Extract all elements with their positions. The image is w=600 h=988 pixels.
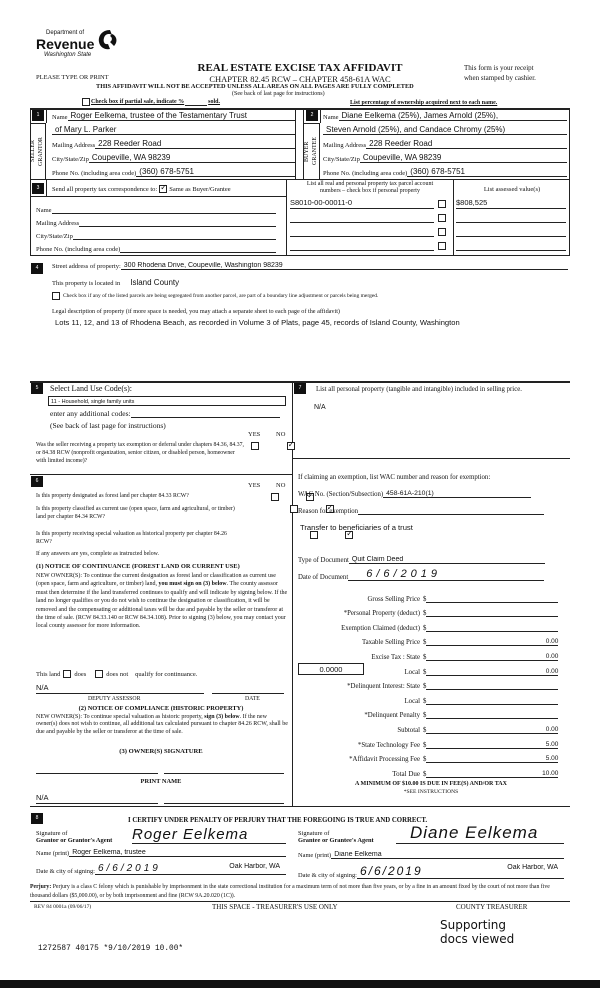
parcel-header: List all real and personal property tax parcel account numbers – check box if personal property [306, 181, 434, 194]
doc-date-field[interactable]: 6/6/2019 [348, 568, 544, 581]
seller-name-field[interactable]: Roger Eelkema, trustee of the Testamentary Trust [68, 111, 296, 121]
historical-no-checkbox[interactable] [345, 531, 353, 539]
warning-text: THIS AFFIDAVIT WILL NOT BE ACCEPTED UNLESS ALL AREAS ON ALL PAGES ARE FULLY COMPLETED [96, 83, 414, 90]
parcel-account-field[interactable] [290, 226, 434, 237]
grantor-name-field[interactable]: Roger Eelkema, trustee [69, 849, 286, 857]
deputy-assessor-label: DEPUTY ASSESSOR [88, 696, 141, 702]
continuance-body: NEW OWNER(S): To continue the current designation as forest land or classification as current use (open space, farm and agriculture, or timber) land, you must sign on (3) below. The county assessor must then determine if the land transferred continues to qualify and will indicate by signing below. If the land no longer qualifies or you do not wish to continue the designation or classification, it will be removed and the compensating or additional taxes will be due and payable by the seller or transferor at the time of sale. (RCW 84.33.140 or RCW 84.34.108). Prior to signing (3) below, you may contact your local county assessor for more information. [36, 573, 288, 630]
partial-sale-checkbox[interactable] [82, 98, 90, 106]
parcel-personal-checkbox[interactable] [438, 228, 446, 236]
seller-address-field[interactable]: 228 Reeder Road [95, 139, 296, 149]
tax-row: Subtotal $ 0.00 [397, 725, 559, 734]
partial-sale-row [82, 98, 220, 106]
grantee-sig-label: Signature of Grantee or Grantee's Agent [298, 830, 374, 844]
tax-row: *Delinquent Penalty $ [298, 705, 568, 720]
doc-date-label: Date of Document [298, 574, 349, 581]
historical-question: Is this property receiving special valuation as historical property per chapter 84.26 RCW? [36, 531, 227, 545]
corr-address-label: Mailing Address [36, 220, 80, 227]
grantor-date-label: Date & city of signing: [36, 868, 95, 875]
yes-header-6: YES [248, 482, 261, 489]
affidavit-processing-fee-field[interactable]: 5.00 [426, 755, 558, 763]
buyer-city-label: City/State/Zip [323, 156, 360, 163]
section-6-badge: 6 [31, 476, 43, 487]
ownership-note: List percentage of ownership acquired next to each name. [350, 100, 498, 106]
excise-tax-local-field[interactable]: 0.00 [426, 668, 558, 676]
form-subtitle: CHAPTER 82.45 RCW – CHAPTER 458-61A WAC [209, 74, 391, 84]
wac-label: WAC No. (Section/Subsection) [298, 491, 384, 498]
parcel-personal-checkbox[interactable] [438, 242, 446, 250]
seller-address-label: Mailing Address [52, 142, 96, 149]
corr-address-field[interactable] [79, 218, 276, 227]
parcel-value-field[interactable] [456, 240, 566, 251]
buyer-city-field[interactable]: Coupeville, WA 98239 [360, 153, 567, 163]
print-name-label: PRINT NAME [140, 778, 182, 785]
tax-row: *State Technology Fee $ 5.00 [357, 740, 559, 749]
partial-sale-label: Check box if partial sale, indicate % [91, 99, 185, 105]
gross-selling-price-field[interactable] [426, 602, 558, 603]
grantee-name-label: Name (print) [298, 852, 332, 859]
same-as-buyer-checkbox[interactable] [159, 185, 167, 193]
this-land-label: This land [36, 670, 61, 678]
perjury-notice: Perjury: Perjury is a class C felony which is punishable by imprisonment in the state correctional institution for a maximum term of not more than five years, or by a fine in an amount fixed by the court of not more than five thousand dollars ($5,000.00), or by both imprisonment and fine (RCW 9A.20.020 (1C)). [30, 883, 570, 902]
tax-table [298, 588, 568, 778]
tax-row: Local $ [298, 690, 568, 705]
exemption-no-checkbox[interactable] [287, 442, 295, 450]
compliance-body: NEW OWNER(S): To continue special valuation as historic property, sign (3) below. If the new owner(s) does not wish to continue, all additional tax calculated pursuant to chapter 84.26 RCW, shall be due and payable by the seller or transferor at the time of sale. [36, 714, 288, 735]
county-field[interactable]: Island County [130, 278, 180, 287]
parcel-value-field[interactable]: $808,525 [456, 198, 566, 209]
parcel-row [290, 226, 568, 238]
corr-name-field[interactable] [52, 205, 276, 214]
bottom-edge [0, 980, 600, 988]
parcel-row [290, 198, 568, 210]
local-rate-box[interactable]: 0.0000 [298, 663, 364, 675]
historical-yes-checkbox[interactable] [310, 531, 318, 539]
buyer-address-field[interactable]: 228 Reeder Road [366, 139, 567, 149]
section-8-badge: 8 [31, 813, 43, 824]
parcel-personal-checkbox[interactable] [438, 214, 446, 222]
section-2-badge: 2 [306, 110, 318, 121]
buyer-name-field[interactable]: Diane Eelkema (25%), James Arnold (25%), [339, 111, 567, 121]
continuance-title: (1) NOTICE OF CONTINUANCE (FOREST LAND OR CURRENT USE) [36, 563, 240, 570]
yes-header: YES [248, 431, 261, 438]
exemption-question: Was the seller receiving a property tax exemption or deferral under chapters 84.36, 84.37, or 84.38 RCW (nonprofit organization, senior citizen, or disabled person, homeowner with limited income)? [36, 442, 244, 464]
logo-line1: Department of [46, 30, 85, 36]
parcel-row [290, 212, 568, 224]
tax-row: *Delinquent Interest: State $ [298, 676, 568, 691]
wac-field[interactable]: 458-61A-210(1) [383, 490, 531, 498]
corr-name-label: Name [36, 207, 52, 214]
does-not-checkbox[interactable] [95, 670, 103, 678]
assessor-date-field[interactable] [212, 683, 284, 694]
buyer-name-label: Name [323, 114, 339, 121]
grantee-signature-field[interactable]: Diane Eelkema [396, 824, 564, 844]
seller-city-label: City/State/Zip [52, 156, 89, 163]
qualify-label: qualify for continuance. [135, 670, 198, 678]
grantor-date-field[interactable]: 6/6/2019 [97, 863, 161, 874]
legal-label: Legal description of property (if more space is needed, you may attach a separate sheet to each page of the affidavit) [52, 308, 340, 315]
logo-line2: Revenue [36, 36, 95, 52]
dor-logo-icon [96, 28, 120, 52]
minimum-note: A MINIMUM OF $10.00 IS DUE IN FEE(S) AND/OR TAX [355, 781, 507, 787]
exemption-yes-checkbox[interactable] [251, 442, 259, 450]
personal-property-label: List all personal property (tangible and intangible) included in selling price. [316, 386, 522, 393]
see-back-note: (See back of last page for instructions) [232, 91, 325, 97]
state-technology-fee-field[interactable]: 5.00 [426, 741, 558, 749]
personal-property-value[interactable]: N/A [314, 404, 326, 411]
if-yes-note: If any answers are yes, complete as instructed below. [36, 551, 159, 557]
excise-tax-state-field[interactable]: 0.00 [426, 653, 558, 661]
subtotal-field[interactable]: 0.00 [426, 726, 558, 734]
receipt-note-2: when stamped by cashier. [464, 74, 536, 82]
buyer-phone-field[interactable]: (360) 678-5751 [407, 167, 567, 177]
grantor-name-label: Name (print) [36, 850, 70, 857]
seller-phone-label: Phone No. (including area code) [52, 170, 137, 177]
logo-line3: Washington State [44, 52, 92, 58]
buyer-phone-label: Phone No. (including area code) [323, 170, 408, 177]
reason-line[interactable] [358, 506, 544, 515]
grantee-date-field[interactable]: 6/6/2019 [359, 864, 423, 878]
seller-name-field-2[interactable]: of Mary L. Parker [52, 125, 296, 135]
tax-row: 0.0000 Local $ 0.00 [298, 661, 568, 676]
form-number: REV 84 0001a (09/06/17) [34, 904, 92, 910]
section-5-badge: 5 [31, 383, 43, 394]
buyer-address-label: Mailing Address [323, 142, 367, 149]
section-4-badge: 4 [31, 263, 43, 274]
see-instructions: *SEE INSTRUCTIONS [403, 789, 459, 795]
land-use-code-select[interactable]: 11 - Household, single family units [48, 396, 286, 406]
tax-row: Gross Selling Price $ [298, 588, 568, 603]
segregated-label: Check box if any of the listed parcels are being segregated from another parcel, are part of a boundary line adjustment or parcels being merged. [63, 293, 379, 299]
land-use-instructions: (See back of last page for instructions) [50, 421, 166, 430]
date-label: DATE [245, 696, 260, 702]
delinquent-penalty-field[interactable] [426, 710, 558, 719]
segregated-checkbox[interactable] [52, 292, 60, 300]
grantee-city-field[interactable]: Oak Harbor, WA [507, 864, 558, 871]
assessed-header: List assessed value(s) [483, 186, 541, 193]
grantor-signature-field[interactable]: Roger Eelkema [132, 827, 286, 844]
located-label: This property is located in [52, 280, 121, 287]
print-name-field-2[interactable] [164, 793, 284, 804]
receipt-note-1: This form is your receipt [464, 64, 534, 72]
legal-description-field[interactable]: Lots 11, 12, and 13 of Rhodena Beach, as recorded in Volume 3 of Plats, page 45, records of Island County, Washington [55, 318, 460, 327]
certify-statement: I CERTIFY UNDER PENALTY OF PERJURY THAT THE FOREGOING IS TRUE AND CORRECT. [128, 817, 428, 824]
parcel-value-field[interactable] [456, 226, 566, 237]
form-title: REAL ESTATE EXCISE TAX AFFIDAVIT [197, 62, 403, 74]
personal-property-deduct-field[interactable] [426, 608, 558, 617]
tax-row: Taxable Selling Price $ 0.00 [361, 638, 559, 647]
grantee-date-label: Date & city of signing: [298, 872, 357, 879]
corr-city-field[interactable] [73, 231, 276, 240]
supporting-docs-stamp: Supporting docs viewed [440, 918, 515, 946]
no-header: NO [276, 431, 286, 438]
owner-signature-title: (3) OWNER(S) SIGNATURE [119, 748, 203, 755]
grantor-city-field[interactable]: Oak Harbor, WA [229, 863, 280, 870]
street-field[interactable]: 300 Rhodena Drive, Coupeville, Washington 98239 [121, 262, 568, 270]
street-label: Street address of property: [52, 263, 121, 270]
tax-row: *Personal Property (deduct) $ [298, 603, 568, 618]
tax-row: *Affidavit Processing Fee $ 5.00 [349, 755, 559, 764]
section-3-badge: 3 [32, 183, 44, 194]
county-treasurer-label: COUNTY TREASURER [456, 903, 528, 911]
does-not-label: does not [106, 670, 129, 678]
seller-phone-field[interactable]: (360) 678-5751 [136, 167, 296, 177]
tax-row: Excise Tax : State $ 0.00 [371, 652, 559, 661]
additional-codes-field[interactable] [131, 409, 280, 418]
buyer-side-label: BUYER GRANTEE [304, 123, 320, 179]
grantor-sig-label: Signature of Grantor or Grantor's Agent [36, 830, 113, 844]
parcel-account-field[interactable] [290, 212, 434, 223]
no-header-6: NO [276, 482, 286, 489]
correspondence-label: Send all property tax correspondence to: [52, 185, 158, 193]
section-1-badge: 1 [32, 110, 44, 121]
delinquent-interest-local-field[interactable] [426, 696, 558, 705]
parcel-account-field[interactable]: S8010-00-00011-0 [290, 198, 434, 209]
corr-phone-label: Phone No. (including area code) [36, 246, 121, 253]
parcel-row [290, 240, 568, 252]
section-7-badge: 7 [294, 383, 306, 394]
parcel-account-field[interactable] [290, 240, 434, 251]
partial-sale-sold: sold. [208, 99, 221, 105]
owner-signature-field-2[interactable] [164, 764, 284, 774]
parcel-value-field[interactable] [456, 212, 566, 223]
reason-label: Reason for exemption [298, 508, 359, 515]
forest-land-question: Is this property designated as forest land per chapter 84.33 RCW? [36, 493, 189, 499]
does-label: does [74, 670, 87, 678]
doc-type-field[interactable]: Quit Claim Deed [349, 556, 545, 564]
treasurer-space-label: THIS SPACE - TREASURER'S USE ONLY [212, 903, 338, 911]
current-use-question: Is this property classified as current use (open space, farm and agricultural, or timber) land per chapter 84.34 RCW? [36, 506, 235, 520]
exemption-claimed-field[interactable] [426, 623, 558, 632]
deputy-assessor-field[interactable]: N/A [36, 683, 204, 694]
forest-yes-checkbox[interactable] [271, 493, 279, 501]
corr-city-label: City/State/Zip [36, 233, 73, 240]
reason-field[interactable]: Transfer to beneficiaries of a trust [300, 523, 413, 532]
current-use-yes-checkbox[interactable] [290, 505, 298, 513]
receipt-stamp: 1272587 40175 *9/10/2019 10.00* [38, 945, 184, 953]
additional-codes-label: enter any additional codes: [50, 409, 131, 418]
buyer-name-field-2[interactable]: Steven Arnold (25%), and Candace Chromy (25%) [323, 125, 567, 135]
land-use-label: Select Land Use Code(s): [50, 384, 132, 393]
parcel-personal-checkbox[interactable] [438, 200, 446, 208]
tax-row: Exemption Claimed (deduct) $ [298, 617, 568, 632]
exemption-header: If claiming an exemption, list WAC number and reason for exemption: [298, 474, 491, 481]
taxable-selling-price-field[interactable]: 0.00 [426, 638, 558, 646]
seller-side-label: SELLER GRANTOR [30, 123, 46, 179]
print-name-field-1[interactable]: N/A [36, 793, 158, 804]
does-checkbox[interactable] [63, 670, 71, 678]
doc-type-label: Type of Document [298, 557, 349, 564]
partial-sale-percent[interactable] [185, 98, 207, 106]
same-as-buyer-label: Same as Buyer/Grantee [169, 185, 231, 193]
compliance-title: (2) NOTICE OF COMPLIANCE (HISTORIC PROPERTY) [78, 705, 244, 712]
seller-city-field[interactable]: Coupeville, WA 98239 [89, 153, 296, 163]
seller-name-label: Name [52, 114, 68, 121]
total-due-field[interactable]: 10.00 [426, 770, 558, 778]
grantee-name-field[interactable]: Diane Eelkema [331, 851, 564, 859]
corr-phone-field[interactable] [120, 244, 276, 253]
owner-signature-field-1[interactable] [36, 764, 158, 774]
dor-logo [36, 30, 126, 70]
delinquent-interest-state-field[interactable] [426, 681, 558, 690]
tax-row: Total Due $ 10.00 [392, 769, 559, 778]
type-or-print: PLEASE TYPE OR PRINT [36, 74, 109, 81]
